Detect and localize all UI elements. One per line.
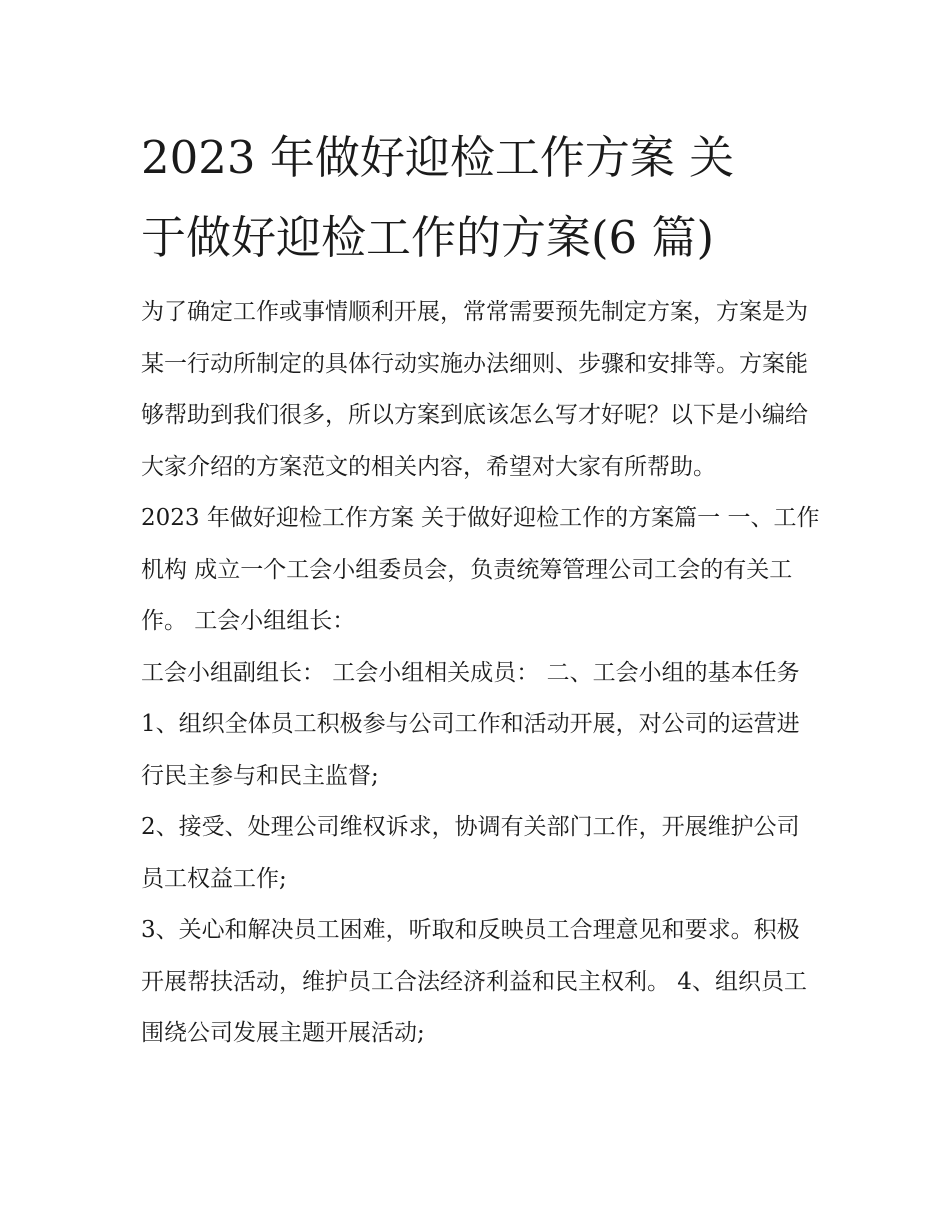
section-paragraph-1: 2023 年做好迎检工作方案 关于做好迎检工作的方案篇一 一、工作机构 成立一个工会小组委员会，负责统筹管理公司工会的有关工作。 工会小组组长： — [141, 505, 820, 634]
section-paragraph-2: 工会小组副组长： 工会小组相关成员： 二、工会小组的基本任务 1、组织全体员工积极参与公司工作和活动开展，对公司的运营进行民主参与和民主监督; — [141, 659, 800, 789]
section-paragraph-3: 2、接受、处理公司维权诉求，协调有关部门工作，开展维护公司员工权益工作; — [141, 814, 800, 892]
section-paragraph-4: 3、关心和解决员工困难，听取和反映员工合理意见和要求。积极开展帮扶活动，维护员工合法经济利益和民主权利。 4、组织员工围绕公司发展主题开展活动; — [141, 917, 807, 1046]
document-title — [141, 118, 821, 278]
intro-paragraph: 为了确定工作或事情顺利开展，常常需要预先制定方案，方案是为某一行动所制定的具体行动实施办法细则、步骤和安排等。方案能够帮助到我们很多，所以方案到底该怎么写才好呢？以下是小编给大家介绍的方案范文的相关内容，希望对大家有所帮助。 — [141, 299, 808, 480]
document-page — [141, 118, 821, 1060]
title-line-2: 于做好迎检工作的方案(6 篇) — [141, 211, 715, 264]
title-line-1: 2023 年做好迎检工作方案 关 — [141, 131, 735, 184]
